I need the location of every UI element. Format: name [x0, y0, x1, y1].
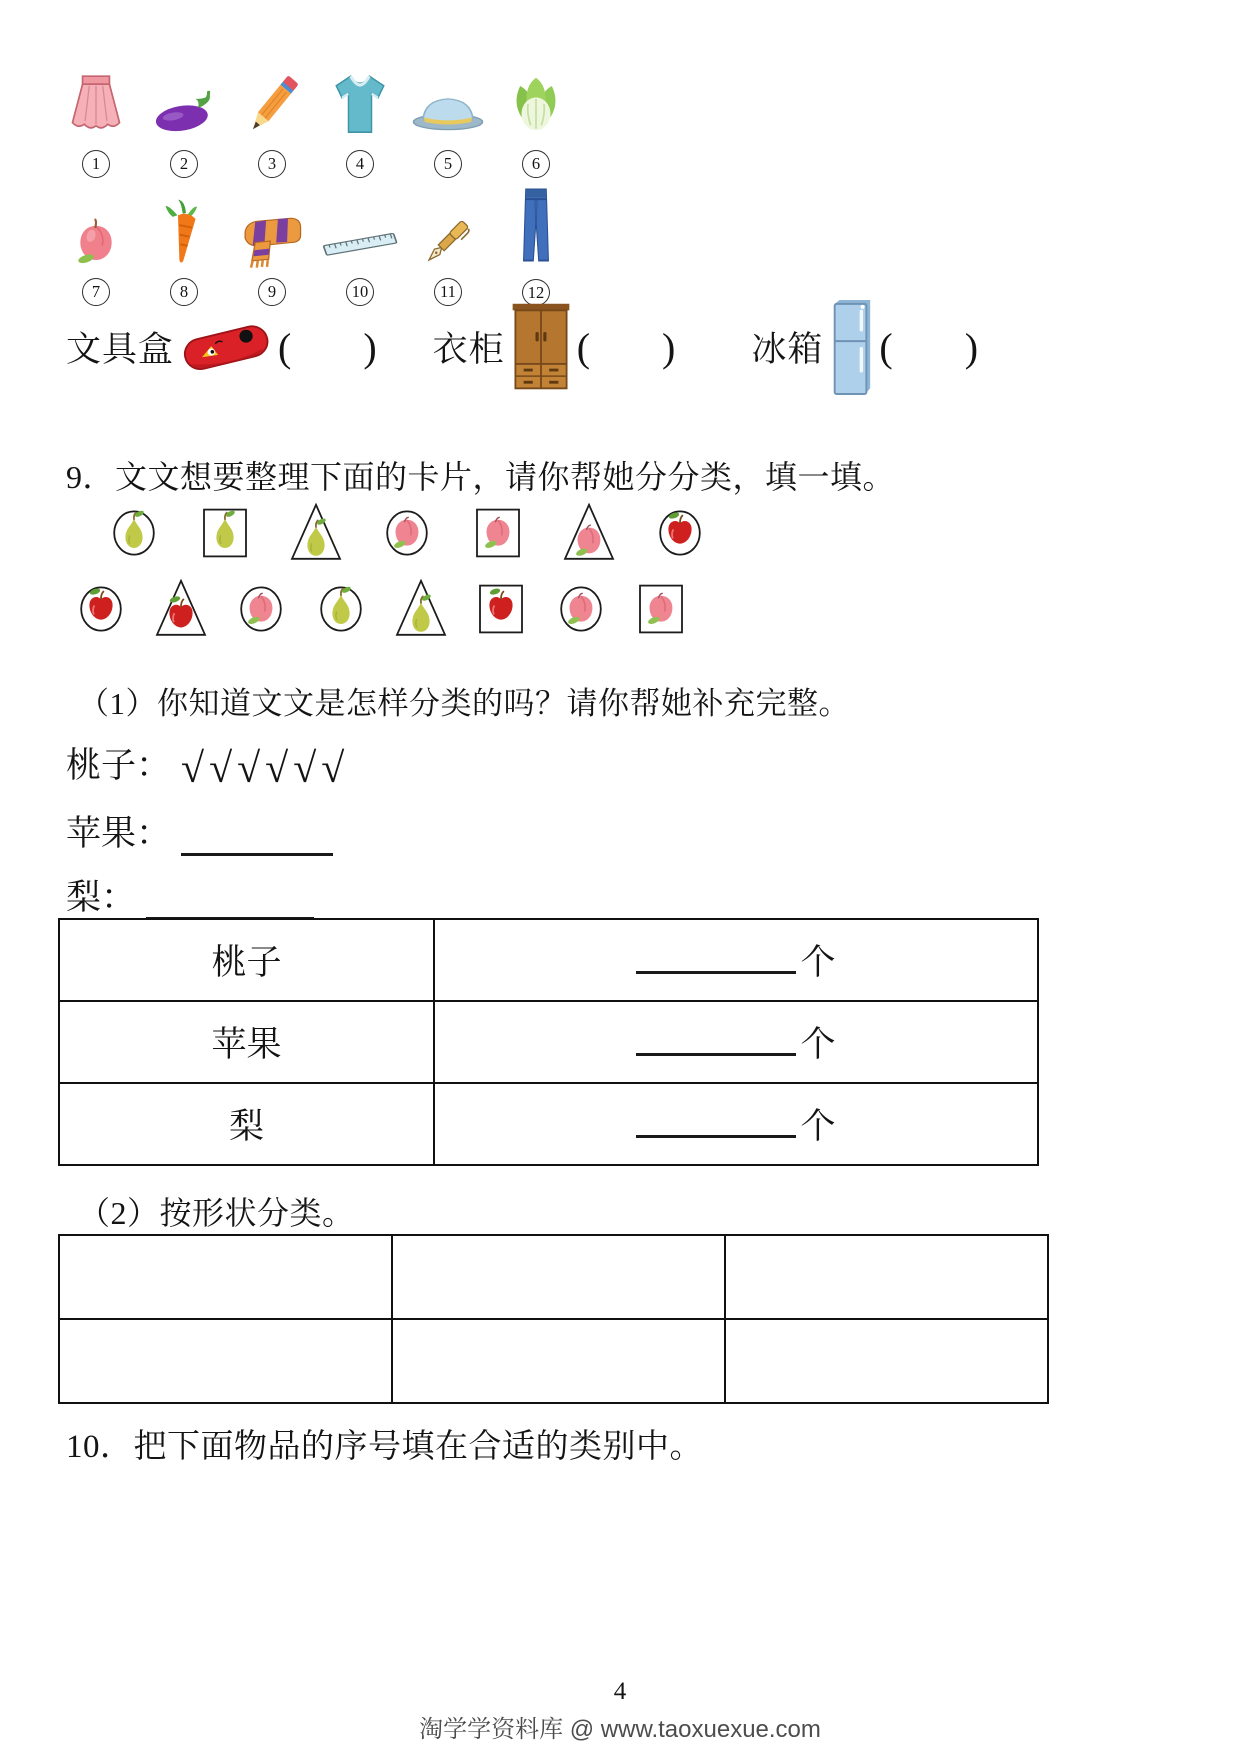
item-6: [492, 60, 580, 178]
item-5-number: 5: [434, 150, 462, 178]
tally-line-pear: [66, 870, 314, 920]
pencil-case-icon: [178, 311, 274, 383]
peach-count-blank: [636, 941, 796, 974]
item-1-number: 1: [82, 150, 110, 178]
unit-label: 个: [800, 943, 836, 982]
tally-line-peach: [66, 738, 350, 792]
shape-table-cell: [59, 1235, 392, 1319]
item-3: [228, 60, 316, 178]
question-9-sub-1: （1）你知道文文是怎样分类的吗？请你帮她补充完整。: [78, 686, 850, 721]
item-4: [316, 60, 404, 178]
jeans-icon: [509, 178, 563, 274]
skirt-icon: [54, 65, 138, 145]
answer-paren-close: ): [964, 324, 979, 370]
item-11: [404, 178, 492, 306]
unit-label: 个: [800, 1107, 836, 1146]
pear-count-cell: [434, 1083, 1038, 1165]
fridge-icon: [827, 298, 875, 396]
table-row: [59, 1001, 1038, 1083]
peach-square-card: [468, 500, 528, 566]
item-12: [492, 178, 580, 306]
pear-square-card: [195, 500, 255, 566]
question-9-title: 9．文文想要整理下面的卡片，请你帮她分分类，填一填。: [66, 459, 896, 495]
shape-table-cell: [392, 1319, 725, 1403]
match-group-wardrobe: [433, 300, 676, 394]
item-4-number: 4: [346, 150, 374, 178]
category-match-row: [66, 298, 978, 396]
item-9-number: 9: [258, 278, 286, 306]
pear-tally-label: 梨：: [66, 878, 137, 917]
shape-table-cell: [725, 1235, 1048, 1319]
table-row: [59, 1235, 1048, 1319]
hat-icon: [405, 81, 491, 145]
unit-label: 个: [800, 1025, 836, 1064]
tally-line-apple: [66, 806, 333, 856]
answer-paren-open: (: [278, 324, 292, 370]
shape-table-cell: [392, 1235, 725, 1319]
fountain-pen-icon: [416, 209, 480, 273]
apple-tally-blank: [181, 823, 333, 856]
peach-triangle-card: [559, 500, 619, 566]
answer-paren-close: ): [662, 324, 676, 370]
apple-tally-label: 苹果：: [66, 814, 172, 853]
pear-circle-card: [104, 500, 164, 566]
pear-triangle-card: [286, 500, 346, 566]
carrot-icon: [151, 195, 217, 273]
fruit-cards-row-1: [104, 500, 710, 566]
peach-circle-card: [231, 576, 291, 642]
shape-table-cell: [725, 1319, 1048, 1403]
item-6-number: 6: [522, 150, 550, 178]
apple-circle-card: [71, 576, 131, 642]
item-2-number: 2: [170, 150, 198, 178]
shape-table-cell: [59, 1319, 392, 1403]
peach-circle-card: [551, 576, 611, 642]
cabbage-icon: [503, 63, 569, 145]
peach-square-card: [631, 576, 691, 642]
pear-category-cell: 梨: [59, 1083, 434, 1165]
item-7: [52, 178, 140, 306]
item-10-number: 10: [346, 278, 374, 306]
item-3-number: 3: [258, 150, 286, 178]
shirt-icon: [324, 65, 396, 145]
item-2: [140, 60, 228, 178]
pear-circle-card: [311, 576, 371, 642]
table-row: [59, 919, 1038, 1001]
pencil-case-label: 文具盒: [66, 330, 175, 369]
peach-category-cell: 桃子: [59, 919, 434, 1001]
pear-tally-blank: [146, 887, 314, 920]
fruit-count-table: [58, 918, 1039, 1166]
match-group-fridge: [751, 298, 978, 396]
question-10-title: 10．把下面物品的序号填在合适的类别中。: [66, 1429, 703, 1465]
apple-count-cell: [434, 1001, 1038, 1083]
table-row: [59, 1319, 1048, 1403]
item-5: [404, 60, 492, 178]
apple-triangle-card: [151, 576, 211, 642]
item-9: [228, 178, 316, 306]
pear-triangle-card: [391, 576, 451, 642]
wardrobe-icon: [509, 300, 573, 394]
apple-square-card: [471, 576, 531, 642]
pear-count-blank: [636, 1105, 796, 1138]
peach-tally-label: 桃子：: [66, 746, 172, 785]
peach-icon: [65, 211, 127, 273]
items-grid-row-1: [52, 60, 580, 178]
apple-count-blank: [636, 1023, 796, 1056]
peach-count-cell: [434, 919, 1038, 1001]
item-8-number: 8: [170, 278, 198, 306]
peach-tally-marks: √√√√√√: [181, 746, 350, 792]
item-8: [140, 178, 228, 306]
answer-paren-close: ): [363, 324, 377, 370]
items-grid: [52, 60, 580, 306]
fridge-label: 冰箱: [751, 330, 824, 369]
table-row: [59, 1083, 1038, 1165]
item-1: [52, 60, 140, 178]
shape-classification-table: [58, 1234, 1049, 1404]
items-grid-row-2: [52, 178, 580, 306]
item-10: [316, 178, 404, 306]
fruit-cards-row-2: [71, 576, 691, 642]
answer-paren-open: (: [879, 324, 893, 370]
item-12-number: 12: [522, 279, 550, 306]
item-7-number: 7: [82, 278, 110, 306]
wardrobe-label: 衣柜: [432, 330, 505, 369]
page-number: 4: [613, 1678, 627, 1705]
apple-category-cell: 苹果: [59, 1001, 434, 1083]
peach-circle-card: [377, 500, 437, 566]
question-9-sub-2: （2）按形状分类。: [78, 1195, 355, 1231]
answer-paren-open: (: [576, 324, 591, 370]
item-11-number: 11: [434, 278, 462, 306]
pencil-icon: [234, 67, 310, 145]
eggplant-icon: [140, 77, 228, 145]
site-credit: 淘学学资料库 @ www.taoxuexue.com: [419, 1716, 821, 1743]
ruler-icon: [319, 215, 401, 273]
scarf-icon: [230, 197, 314, 273]
match-group-pencil-case: [66, 311, 377, 383]
apple-circle-card: [650, 500, 710, 566]
